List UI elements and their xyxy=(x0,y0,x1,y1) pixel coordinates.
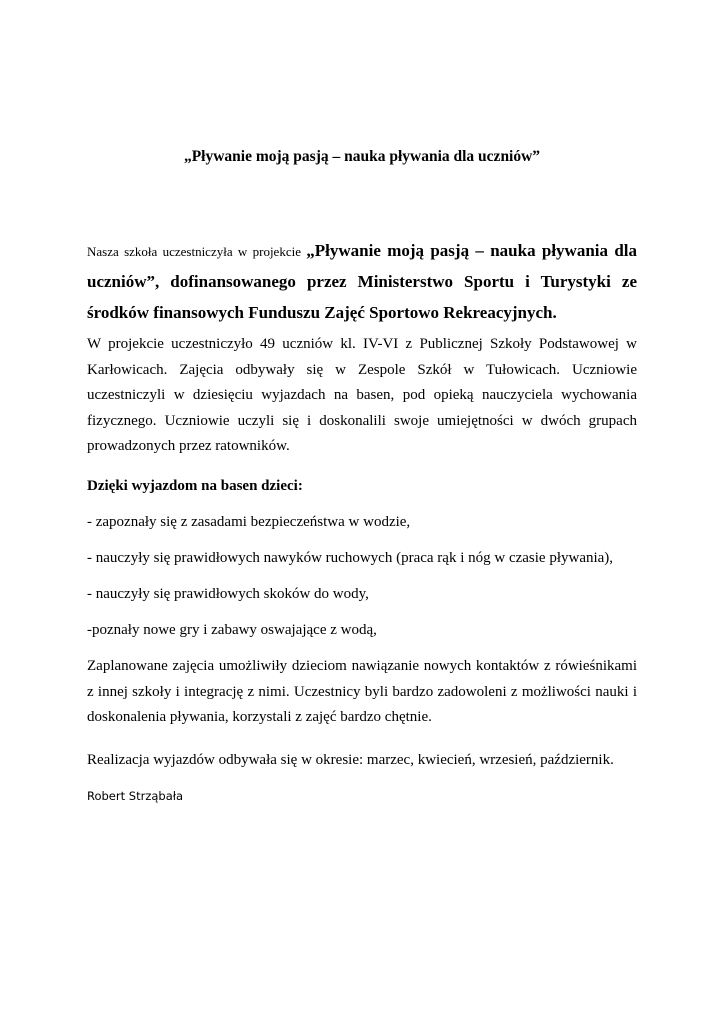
participants-paragraph: W projekcie uczestniczyło 49 uczniów kl. IV-VI z Publicznej Szkoły Podstawowej w Karłowicach. Zajęcia odbywały się w Zespole Szkół w Tułowicach. Uczniowie uczestniczyli w dziesięciu wyjazdach na basen, pod opieką nauczyciela wychowania fizycznego. Uczniowie uczyli się i doskonalili swoje umiejętności w dwóch grupach prowadzonych przez ratowników. xyxy=(87,336,637,454)
intro-project-name: „Pływanie moją pasją – nauka pływania dla uczniów”, dofinansowanego przez Ministerstwo Sportu i Turystyki ze środków finansowych Funduszu Zajęć Sportowo Rekreacyjnych. xyxy=(87,241,637,322)
document-title: „Pływanie moją pasją – nauka pływania dla uczniów” xyxy=(183,148,541,165)
contacts-paragraph: Zaplanowane zajęcia umożliwiły dzieciom nawiązanie nowych kontaktów z rówieśnikami z innej szkoły i integrację z nimi. Uczestnicy byli bardzo zadowoleni z możliwości nauki i doskonalenia pływania, korzystali z zajęć bardzo chętnie. xyxy=(87,658,637,725)
intro-prefix: Nasza szkoła uczestniczyła w projekcie xyxy=(87,244,307,259)
author-signature: Robert Strząbała xyxy=(87,789,184,803)
benefit-item: - nauczyły się prawidłowych nawyków ruchowych (praca rąk i nóg w czasie pływania), xyxy=(87,550,614,566)
intro-paragraph xyxy=(87,236,637,329)
benefits-heading: Dzięki wyjazdom na basen dzieci: xyxy=(87,478,303,494)
benefit-item: -poznały nowe gry i zabawy oswajające z wodą, xyxy=(87,622,377,638)
benefit-item: - zapoznały się z zasadami bezpieczeństwa w wodzie, xyxy=(87,514,411,530)
benefit-item: - nauczyły się prawidłowych skoków do wody, xyxy=(87,586,369,602)
schedule-paragraph: Realizacja wyjazdów odbywała się w okresie: marzec, kwiecień, wrzesień, październik. xyxy=(87,752,614,768)
